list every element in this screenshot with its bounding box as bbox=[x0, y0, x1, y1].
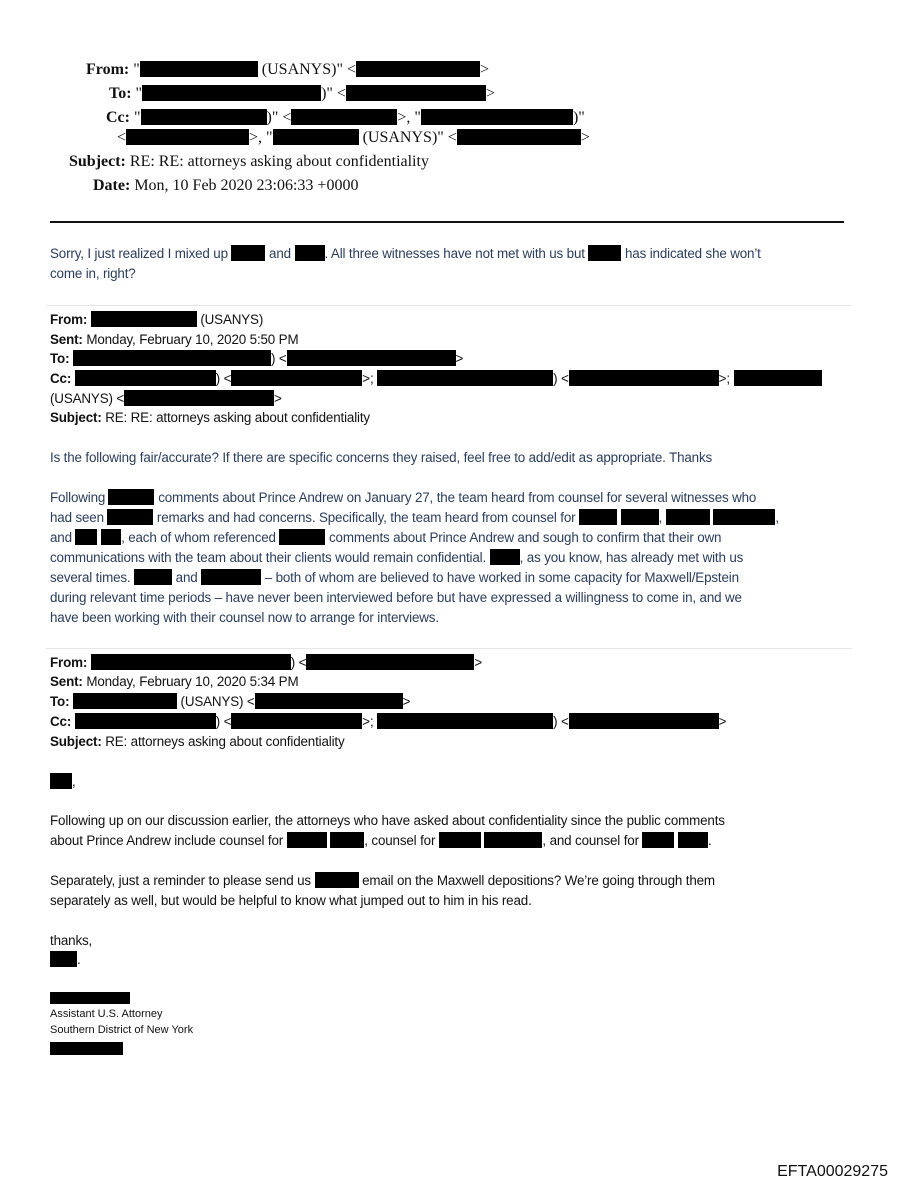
message-2-para-line-2 bbox=[50, 509, 779, 527]
redaction bbox=[569, 370, 719, 386]
text: and bbox=[175, 570, 198, 585]
text: comments about Prince Andrew on January 27, the team heard from counsel for several witnesses who bbox=[158, 490, 757, 505]
outer-date-row bbox=[93, 176, 358, 196]
message-2-para-line-7: have been working with their counsel now to arrange for interviews. bbox=[50, 610, 439, 625]
text: communications with the team about their clients would remain confidential. bbox=[50, 550, 487, 565]
message-2-para-line-6: during relevant time periods – have never been interviewed before but have expressed a willingness to come in, and we bbox=[50, 590, 742, 605]
text: ) < bbox=[270, 351, 287, 366]
text: > bbox=[474, 655, 482, 670]
redaction bbox=[255, 693, 403, 709]
subject-label: Subject: bbox=[50, 410, 102, 425]
message-2-from-row bbox=[50, 311, 263, 329]
cc-label: Cc: bbox=[50, 371, 72, 386]
redaction bbox=[108, 489, 154, 505]
redaction bbox=[75, 713, 216, 729]
text: (USANYS)" < bbox=[261, 61, 357, 78]
text: > bbox=[274, 391, 282, 406]
text: , counsel for bbox=[364, 833, 436, 848]
text: (USANYS) bbox=[200, 312, 264, 327]
text: ) < bbox=[553, 371, 569, 386]
text: > bbox=[402, 694, 411, 709]
text: ) < bbox=[215, 371, 232, 386]
text: Following bbox=[50, 490, 106, 505]
redaction bbox=[678, 832, 708, 848]
message-2-para-line-4 bbox=[50, 549, 743, 567]
text: >; bbox=[718, 371, 730, 386]
redaction bbox=[315, 872, 359, 888]
text: > bbox=[480, 61, 490, 78]
message-2-to-row bbox=[50, 350, 463, 368]
redaction bbox=[666, 509, 710, 525]
outer-cc-row-2 bbox=[117, 128, 590, 148]
redaction bbox=[126, 129, 249, 145]
message-3-subject-row bbox=[50, 733, 345, 751]
text: , bbox=[775, 510, 779, 525]
text: " bbox=[135, 85, 143, 102]
redaction bbox=[457, 129, 581, 145]
redaction bbox=[287, 832, 327, 848]
redaction bbox=[439, 832, 481, 848]
redaction bbox=[346, 85, 486, 101]
date-label: Date: bbox=[93, 177, 131, 194]
text: , as you know, has already met with us bbox=[519, 550, 744, 565]
message-1-line-1 bbox=[50, 245, 761, 263]
message-2-intro: Is the following fair/accurate? If there are specific concerns they raised, feel free to add/edit as appropriate. Thanks bbox=[50, 450, 713, 465]
text: about Prince Andrew include counsel for bbox=[50, 833, 284, 848]
message-divider bbox=[46, 305, 852, 306]
message-3-p1-line-1: Following up on our discussion earlier, the attorneys who have asked about confidentiality since the public comments bbox=[50, 813, 725, 828]
text: . bbox=[77, 952, 81, 967]
text: >, " bbox=[249, 129, 273, 146]
message-1-line-2: come in, right? bbox=[50, 266, 136, 281]
subject-text: RE: RE: attorneys asking about confidentiality bbox=[105, 410, 370, 425]
text: > bbox=[455, 351, 464, 366]
redaction bbox=[201, 569, 261, 585]
text: > bbox=[580, 129, 590, 146]
sent-label: Sent: bbox=[50, 674, 83, 689]
text: " bbox=[133, 61, 140, 78]
text: comments about Prince Andrew and sough to confirm that their own bbox=[329, 530, 722, 545]
redaction bbox=[141, 109, 267, 125]
signature-contact-redaction bbox=[50, 1042, 123, 1055]
redaction bbox=[306, 654, 474, 670]
text: >, " bbox=[397, 109, 421, 126]
from-label: From: bbox=[50, 312, 88, 327]
redaction bbox=[75, 529, 97, 545]
redaction bbox=[124, 390, 274, 406]
redaction bbox=[231, 370, 362, 386]
redaction bbox=[50, 773, 72, 789]
subject-label: Subject: bbox=[69, 153, 126, 170]
text: remarks and had concerns. Specifically, the team heard from counsel for bbox=[156, 510, 576, 525]
outer-subject-row bbox=[69, 152, 429, 172]
text: , bbox=[72, 774, 76, 789]
outer-from-row bbox=[86, 60, 489, 80]
text: – both of whom are believed to have worked in some capacity for Maxwell/Epstein bbox=[264, 570, 739, 585]
cc-label: Cc: bbox=[106, 109, 130, 126]
redaction bbox=[579, 509, 617, 525]
message-3-sent-row bbox=[50, 673, 298, 691]
message-divider bbox=[46, 648, 852, 649]
message-3-p1-line-2 bbox=[50, 832, 712, 850]
from-label: From: bbox=[50, 655, 88, 670]
text: ) < bbox=[290, 655, 307, 670]
redaction bbox=[569, 713, 719, 729]
message-2-cc-row bbox=[50, 370, 822, 388]
redaction bbox=[50, 951, 77, 967]
signature-title: Assistant U.S. Attorney bbox=[50, 1008, 163, 1020]
text: , and counsel for bbox=[542, 833, 639, 848]
closing: thanks, bbox=[50, 933, 93, 948]
redaction bbox=[73, 693, 177, 709]
signature-office: Southern District of New York bbox=[50, 1024, 194, 1036]
text: )" < bbox=[321, 85, 346, 102]
text: , each of whom referenced bbox=[121, 530, 276, 545]
subject-text: RE: attorneys asking about confidentiality bbox=[105, 734, 345, 749]
message-3-p2-line-2: separately as well, but would be helpful to know what jumped out to him in his read. bbox=[50, 893, 532, 908]
sent-label: Sent: bbox=[50, 332, 83, 347]
text: Sorry, I just realized I mixed up bbox=[50, 246, 228, 261]
redaction bbox=[140, 61, 258, 77]
redaction bbox=[490, 549, 520, 565]
redaction bbox=[356, 61, 480, 77]
text: , bbox=[658, 510, 663, 525]
signature-name-redaction bbox=[50, 992, 130, 1004]
redaction bbox=[287, 350, 456, 366]
text: ) < bbox=[553, 714, 569, 729]
redaction bbox=[330, 832, 364, 848]
redaction bbox=[377, 713, 553, 729]
redaction bbox=[134, 569, 172, 585]
to-label: To: bbox=[50, 351, 70, 366]
text: (USANYS) < bbox=[180, 694, 255, 709]
message-2-para-line-5 bbox=[50, 569, 739, 587]
redaction bbox=[91, 654, 291, 670]
redaction bbox=[231, 245, 265, 261]
redaction bbox=[273, 129, 359, 145]
subject-text: RE: RE: attorneys asking about confidentiality bbox=[129, 153, 429, 170]
sender-initials bbox=[50, 951, 81, 969]
from-label: From: bbox=[86, 61, 130, 78]
message-3-cc-row bbox=[50, 713, 726, 731]
text: ) < bbox=[215, 714, 232, 729]
redaction bbox=[142, 85, 321, 101]
text: >; bbox=[362, 371, 374, 386]
redaction bbox=[588, 245, 621, 261]
redaction bbox=[279, 529, 325, 545]
redaction bbox=[642, 832, 674, 848]
message-2-sent-row bbox=[50, 331, 298, 349]
text: )" < bbox=[266, 109, 292, 126]
to-label: To: bbox=[109, 85, 132, 102]
redaction bbox=[91, 311, 197, 327]
redaction bbox=[231, 713, 362, 729]
text: and bbox=[269, 246, 291, 261]
date-text: Mon, 10 Feb 2020 23:06:33 +0000 bbox=[134, 177, 359, 194]
greeting bbox=[50, 773, 76, 791]
text: " bbox=[133, 109, 141, 126]
redaction bbox=[734, 370, 822, 386]
redaction bbox=[295, 245, 325, 261]
redaction bbox=[75, 370, 216, 386]
text: . All three witnesses have not met with us but bbox=[324, 246, 585, 261]
message-2-para-line-1 bbox=[50, 489, 756, 507]
outer-cc-row bbox=[106, 108, 585, 128]
text: < bbox=[117, 129, 127, 146]
message-3-from-row bbox=[50, 654, 482, 672]
redaction bbox=[377, 370, 553, 386]
header-divider bbox=[50, 221, 844, 223]
redaction bbox=[621, 509, 659, 525]
cc-label: Cc: bbox=[50, 714, 72, 729]
redaction bbox=[73, 350, 271, 366]
to-label: To: bbox=[50, 694, 70, 709]
text: > bbox=[485, 85, 495, 102]
sent-date: Monday, February 10, 2020 5:50 PM bbox=[86, 332, 299, 347]
text: (USANYS) < bbox=[50, 391, 125, 406]
text: Separately, just a reminder to please send us bbox=[50, 873, 311, 888]
text: and bbox=[50, 530, 72, 545]
text: had seen bbox=[50, 510, 104, 525]
redaction bbox=[291, 109, 397, 125]
text: )" bbox=[572, 109, 585, 126]
redaction bbox=[101, 529, 121, 545]
text: . bbox=[708, 833, 712, 848]
document-id: EFTA00029275 bbox=[777, 1163, 888, 1180]
text: > bbox=[718, 714, 727, 729]
message-3-p2-line-1 bbox=[50, 872, 715, 890]
text: email on the Maxwell depositions? We’re going through them bbox=[362, 873, 715, 888]
text: several times. bbox=[50, 570, 131, 585]
sent-date: Monday, February 10, 2020 5:34 PM bbox=[86, 674, 299, 689]
message-2-para-line-3 bbox=[50, 529, 721, 547]
redaction bbox=[484, 832, 542, 848]
redaction bbox=[713, 509, 775, 525]
message-3-to-row bbox=[50, 693, 410, 711]
subject-label: Subject: bbox=[50, 734, 102, 749]
message-2-cc-row-2 bbox=[50, 390, 282, 408]
outer-to-row bbox=[109, 84, 495, 104]
text: (USANYS)" < bbox=[362, 129, 457, 146]
text: >; bbox=[362, 714, 374, 729]
redaction bbox=[421, 109, 573, 125]
message-2-subject-row bbox=[50, 409, 370, 427]
text: has indicated she won’t bbox=[625, 246, 761, 261]
redaction bbox=[107, 509, 153, 525]
